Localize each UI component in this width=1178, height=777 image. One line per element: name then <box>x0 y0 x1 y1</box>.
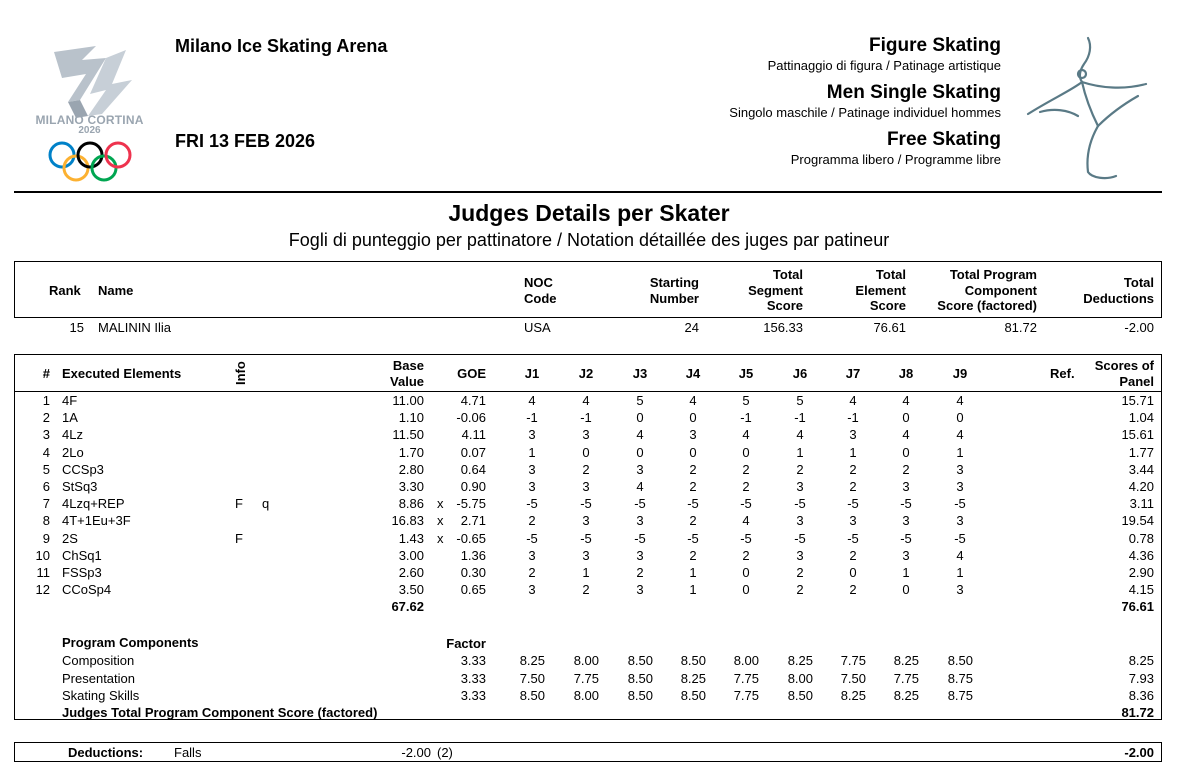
header-divider <box>14 191 1162 193</box>
skater-name: MALININ Ilia <box>98 320 171 335</box>
element-base-value: 2.60 <box>398 565 424 580</box>
judge-score: 2 <box>796 582 804 598</box>
judge-score: 3 <box>636 547 644 563</box>
judge-score: 1 <box>956 444 964 460</box>
judge-score: 3 <box>689 427 697 443</box>
element-panel-score: 4.36 <box>1128 547 1154 563</box>
judge-score: 3 <box>582 513 590 529</box>
element-bonus-mark: x <box>437 530 444 546</box>
component-name: Composition <box>62 653 135 668</box>
component-judge-score: 8.00 <box>787 670 813 686</box>
deductions-label: Deductions: <box>68 745 144 760</box>
element-base-value: 8.86 <box>398 496 424 512</box>
milano-cortina-logo <box>22 40 157 185</box>
judge-score: 2 <box>849 547 857 563</box>
base-header-line1: Base <box>392 358 424 373</box>
judge-header: J7 <box>845 366 861 381</box>
judge-score: -5 <box>687 496 699 512</box>
element-goe: 0.64 <box>460 461 486 477</box>
judge-score: -5 <box>740 530 752 546</box>
component-judge-score: 7.75 <box>733 670 759 686</box>
segment-title: Free Skating <box>886 129 1001 150</box>
judge-score: 4 <box>849 393 857 408</box>
judge-score: 4 <box>956 427 964 443</box>
judge-score: 1 <box>849 444 857 460</box>
judge-score: 4 <box>902 393 910 408</box>
judge-score: 2 <box>582 582 590 598</box>
document-title: Judges Details per Skater <box>448 200 730 226</box>
judge-score: -5 <box>794 530 806 546</box>
judge-score: 5 <box>742 393 750 408</box>
component-factor: 3.33 <box>460 653 486 668</box>
judge-score: -1 <box>526 410 538 426</box>
judge-header: J5 <box>738 366 754 381</box>
deductions-total: -2.00 <box>1124 745 1154 760</box>
panel-header-line1: Scores of <box>1094 358 1154 373</box>
judge-score: 2 <box>796 461 804 477</box>
element-goe: 0.90 <box>460 479 486 494</box>
component-judge-score: 8.00 <box>573 653 599 668</box>
judge-score: -5 <box>900 530 912 546</box>
deductions-header-line2: Deductions <box>1083 291 1154 306</box>
judge-score: 1 <box>582 565 590 580</box>
element-code: 4T+1Eu+3F <box>62 513 131 529</box>
judge-score: 2 <box>528 565 536 580</box>
element-goe: 4.71 <box>460 393 486 408</box>
elements-panel-total: 76.61 <box>1121 599 1154 614</box>
judge-score: 2 <box>742 479 750 494</box>
element-code: 2S <box>62 530 78 546</box>
element-code: 4F <box>62 393 78 408</box>
judge-score: 2 <box>582 461 590 477</box>
judge-score: 3 <box>636 513 644 529</box>
judge-score: 3 <box>582 479 590 494</box>
judge-score: 0 <box>902 582 910 598</box>
element-goe: -0.65 <box>456 530 486 546</box>
element-code: 1A <box>62 410 78 426</box>
base-header-line2: Value <box>390 374 424 389</box>
judge-score: -5 <box>526 530 538 546</box>
figure-skater-pictogram-icon <box>1020 30 1155 185</box>
judge-score: 3 <box>902 479 910 494</box>
element-info-secondary: q <box>262 496 270 512</box>
judge-score: 3 <box>528 427 536 443</box>
element-panel-score: 0.78 <box>1128 530 1154 546</box>
judge-score: -5 <box>900 496 912 512</box>
judge-score: 3 <box>956 513 964 529</box>
judge-score: 3 <box>636 582 644 598</box>
judge-score: 4 <box>582 393 590 408</box>
judge-score: -1 <box>740 410 752 426</box>
judge-score: 1 <box>689 565 697 580</box>
olympic-rings-icon <box>22 138 157 183</box>
component-judge-score: 8.75 <box>947 670 973 686</box>
judge-score: -5 <box>954 530 966 546</box>
element-number: 5 <box>42 461 50 477</box>
judge-score: 4 <box>956 393 964 408</box>
name-header: Name <box>98 283 134 298</box>
deduction-count: (2) <box>437 745 453 760</box>
judge-header: J6 <box>792 366 808 381</box>
element-panel-score: 19.54 <box>1121 513 1154 529</box>
element-base-value: 2.80 <box>398 461 424 477</box>
factor-header: Factor <box>446 636 486 651</box>
component-judge-score: 7.75 <box>893 670 919 686</box>
judge-header: J1 <box>524 366 540 381</box>
judge-score: 0 <box>689 410 697 426</box>
component-judge-score: 8.25 <box>680 670 706 686</box>
logo-year: 2026 <box>78 125 101 136</box>
element-number: 4 <box>42 444 50 460</box>
element-panel-score: 15.71 <box>1121 393 1154 408</box>
judge-score: 4 <box>636 427 644 443</box>
element-goe: -0.06 <box>456 410 486 426</box>
venue: Milano Ice Skating Arena <box>175 36 388 56</box>
judge-score: 2 <box>689 547 697 563</box>
element-code: CCoSp4 <box>62 582 112 598</box>
competition-date: FRI 13 FEB 2026 <box>175 131 316 151</box>
sport-subtitle: Pattinaggio di figura / Patinage artistique <box>767 58 1001 73</box>
component-panel-score: 8.36 <box>1128 688 1154 703</box>
skater-deductions: -2.00 <box>1124 320 1154 335</box>
olympic-ring <box>50 143 74 167</box>
judge-score: 4 <box>956 547 964 563</box>
element-panel-score: 4.15 <box>1128 582 1154 598</box>
element-header: Executed Elements <box>62 366 182 381</box>
component-judge-score: 8.50 <box>680 653 706 668</box>
element-number: 11 <box>36 565 50 580</box>
component-factor: 3.33 <box>460 670 486 686</box>
judge-score: -1 <box>794 410 806 426</box>
component-panel-score: 8.25 <box>1128 653 1154 668</box>
element-base-value: 3.00 <box>398 547 424 563</box>
pcs-header-line2: Component <box>964 283 1037 298</box>
olympic-ring <box>78 143 102 167</box>
component-judge-score: 8.50 <box>627 670 653 686</box>
components-total-label: Judges Total Program Component Score (factored) <box>62 705 378 720</box>
element-goe: 0.30 <box>460 565 486 580</box>
judge-score: 2 <box>796 565 804 580</box>
judge-score: 2 <box>849 582 857 598</box>
element-info: F <box>235 496 243 512</box>
judge-score: 2 <box>849 461 857 477</box>
judge-score: 3 <box>956 582 964 598</box>
judge-score: 2 <box>689 513 697 529</box>
judge-score: 5 <box>636 393 644 408</box>
skater-rank: 15 <box>69 320 84 335</box>
elements-base-total: 67.62 <box>391 599 424 614</box>
judge-score: 0 <box>742 582 750 598</box>
logo-text: MILANO CORTINA <box>35 113 144 127</box>
judge-header: J4 <box>685 366 701 381</box>
component-name: Skating Skills <box>62 688 140 703</box>
element-panel-score: 3.11 <box>1129 496 1154 512</box>
judge-score: 2 <box>742 461 750 477</box>
judge-score: 1 <box>902 565 910 580</box>
component-judge-score: 8.25 <box>787 653 813 668</box>
elements-header-rule <box>14 391 1162 392</box>
judge-score: 3 <box>796 479 804 494</box>
judge-score: 0 <box>742 444 750 460</box>
judge-score: 3 <box>582 547 590 563</box>
component-judge-score: 8.25 <box>840 688 866 703</box>
judge-score: 2 <box>689 479 697 494</box>
element-base-value: 1.43 <box>398 530 424 546</box>
judge-score: 0 <box>636 410 644 426</box>
judge-score: 4 <box>902 427 910 443</box>
judge-score: 3 <box>902 547 910 563</box>
judge-score: 3 <box>849 427 857 443</box>
judge-score: -5 <box>847 530 859 546</box>
element-code: ChSq1 <box>62 547 102 563</box>
element-bonus-mark: x <box>437 496 444 512</box>
judge-score: 4 <box>689 393 697 408</box>
tes-header-line3: Score <box>869 298 906 313</box>
judge-score: -5 <box>794 496 806 512</box>
start-header-line2: Number <box>649 291 699 306</box>
tss-header-line1: Total <box>772 267 803 282</box>
element-base-value: 16.83 <box>391 513 424 529</box>
element-code: FSSp3 <box>62 565 102 580</box>
judge-score: 0 <box>742 565 750 580</box>
document-subtitle: Fogli di punteggio per pattinatore / Notation détaillée des juges par patineur <box>288 230 890 250</box>
judge-score: 2 <box>742 547 750 563</box>
judge-score: -1 <box>847 410 859 426</box>
judge-score: -5 <box>634 530 646 546</box>
deductions-header-line1: Total <box>1123 275 1154 290</box>
component-judge-score: 8.50 <box>680 688 706 703</box>
element-number: 1 <box>42 393 50 408</box>
event-title: Men Single Skating <box>826 82 1001 103</box>
pcs-header-line3: Score (factored) <box>937 298 1037 313</box>
judge-score: 2 <box>849 479 857 494</box>
judge-score: -5 <box>580 530 592 546</box>
judge-score: 0 <box>902 444 910 460</box>
judge-score: 3 <box>796 547 804 563</box>
component-judge-score: 8.50 <box>627 688 653 703</box>
element-number: 10 <box>35 547 50 563</box>
judge-score: 1 <box>689 582 697 598</box>
element-number: 9 <box>42 530 50 546</box>
judge-score: 2 <box>902 461 910 477</box>
element-base-value: 11.00 <box>392 393 424 408</box>
judge-score: 0 <box>956 410 964 426</box>
element-goe: -5.75 <box>456 496 486 512</box>
element-goe: 1.36 <box>460 547 486 563</box>
element-panel-score: 15.61 <box>1121 427 1154 443</box>
sport-title: Figure Skating <box>869 35 1001 56</box>
judge-score: 3 <box>528 461 536 477</box>
num-header: # <box>42 366 50 381</box>
element-base-value: 3.30 <box>398 479 424 494</box>
element-number: 8 <box>42 513 50 529</box>
element-goe: 0.07 <box>460 444 486 460</box>
judge-score: 4 <box>796 427 804 443</box>
olympic-ring <box>64 156 88 180</box>
judge-score: 4 <box>636 479 644 494</box>
element-code: 4Lzq+REP <box>62 496 125 512</box>
component-name: Presentation <box>62 670 135 686</box>
ref-header: Ref. <box>1050 366 1075 381</box>
component-judge-score: 7.75 <box>733 688 759 703</box>
tes-header-line1: Total <box>875 267 906 282</box>
skater-segment-score: 156.33 <box>763 320 803 335</box>
component-judge-score: 7.50 <box>519 670 545 686</box>
component-panel-score: 7.93 <box>1128 670 1154 686</box>
info-header: Info <box>233 361 248 385</box>
element-panel-score: 3.44 <box>1128 461 1154 477</box>
noc-header-line2: Code <box>524 291 557 306</box>
judge-score: 4 <box>742 427 750 443</box>
judge-header: J9 <box>952 366 968 381</box>
component-judge-score: 7.75 <box>840 653 866 668</box>
tes-header-line2: Element <box>855 283 906 298</box>
judge-score: 2 <box>636 565 644 580</box>
skater-component-score: 81.72 <box>1004 320 1037 335</box>
component-judge-score: 8.50 <box>627 653 653 668</box>
judge-score: -5 <box>687 530 699 546</box>
component-judge-score: 8.25 <box>893 653 919 668</box>
judge-score: 0 <box>582 444 590 460</box>
judge-score: 3 <box>956 479 964 494</box>
element-number: 7 <box>42 496 50 512</box>
component-judge-score: 7.75 <box>573 670 599 686</box>
element-number: 2 <box>42 410 50 426</box>
judge-score: -5 <box>634 496 646 512</box>
element-code: StSq3 <box>62 479 98 494</box>
judge-score: 3 <box>528 582 536 598</box>
judge-score: 3 <box>902 513 910 529</box>
olympic-ring <box>92 156 116 180</box>
judge-score: 3 <box>528 547 536 563</box>
judge-score: -5 <box>847 496 859 512</box>
goe-header: GOE <box>457 366 486 381</box>
judge-score: -5 <box>740 496 752 512</box>
judge-header: J2 <box>578 366 594 381</box>
element-base-value: 3.50 <box>398 582 424 598</box>
segment-subtitle: Programma libero / Programme libre <box>790 152 1001 167</box>
judge-score: 5 <box>796 393 804 408</box>
rank-header: Rank <box>49 283 81 298</box>
element-info: F <box>235 530 243 546</box>
element-bonus-mark: x <box>437 513 444 529</box>
judge-score: 3 <box>849 513 857 529</box>
judge-score: 0 <box>849 565 857 580</box>
judge-score: 1 <box>796 444 804 460</box>
judge-score: 3 <box>582 427 590 443</box>
judge-score: -5 <box>954 496 966 512</box>
element-code: CCSp3 <box>62 461 104 477</box>
skater-start-number: 24 <box>684 320 699 335</box>
judge-score: 2 <box>528 513 536 529</box>
element-base-value: 1.10 <box>398 410 424 426</box>
judge-score: 3 <box>636 461 644 477</box>
judge-score: -1 <box>580 410 592 426</box>
skater-noc: USA <box>524 320 551 335</box>
judge-score: 3 <box>956 461 964 477</box>
element-base-value: 11.50 <box>392 427 424 443</box>
skater-element-score: 76.61 <box>873 320 906 335</box>
component-factor: 3.33 <box>460 688 486 703</box>
judge-score: 1 <box>956 565 964 580</box>
element-number: 12 <box>35 582 50 598</box>
noc-header-line1: NOC <box>524 275 553 290</box>
component-judge-score: 8.00 <box>733 653 759 668</box>
element-number: 6 <box>42 479 50 494</box>
component-judge-score: 8.50 <box>787 688 813 703</box>
judge-score: 1 <box>528 444 536 460</box>
start-header-line1: Starting <box>649 275 699 290</box>
judge-score: 0 <box>902 410 910 426</box>
judge-score: -5 <box>580 496 592 512</box>
element-number: 3 <box>42 427 50 443</box>
judge-score: 4 <box>742 513 750 529</box>
component-judge-score: 7.50 <box>840 670 866 686</box>
component-judge-score: 8.00 <box>573 688 599 703</box>
element-code: 2Lo <box>62 444 84 460</box>
judge-score: 2 <box>689 461 697 477</box>
judge-score: 0 <box>689 444 697 460</box>
tss-header-line2: Segment <box>748 283 803 298</box>
element-base-value: 1.70 <box>398 444 424 460</box>
element-panel-score: 4.20 <box>1128 479 1154 494</box>
deduction-value: -2.00 <box>401 745 431 760</box>
component-judge-score: 8.75 <box>947 688 973 703</box>
element-goe: 0.65 <box>460 582 486 598</box>
deduction-type: Falls <box>174 745 202 760</box>
element-goe: 4.11 <box>461 427 486 443</box>
component-judge-score: 8.50 <box>947 653 973 668</box>
tss-header-line3: Score <box>766 298 803 313</box>
judge-header: J8 <box>898 366 914 381</box>
judge-score: 4 <box>528 393 536 408</box>
element-code: 4Lz <box>62 427 83 443</box>
components-header: Program Components <box>62 635 199 650</box>
component-judge-score: 8.25 <box>893 688 919 703</box>
judge-score: 3 <box>528 479 536 494</box>
element-goe: 2.71 <box>460 513 486 529</box>
panel-header-line2: Panel <box>1119 374 1154 389</box>
element-panel-score: 1.77 <box>1128 444 1154 460</box>
element-panel-score: 2.90 <box>1128 565 1154 580</box>
judge-score: 0 <box>636 444 644 460</box>
event-subtitle: Singolo maschile / Patinage individuel hommes <box>729 105 1001 120</box>
judge-score: -5 <box>526 496 538 512</box>
pcs-header-line1: Total Program <box>949 267 1037 282</box>
component-judge-score: 8.50 <box>519 688 545 703</box>
element-panel-score: 1.04 <box>1128 410 1154 426</box>
olympic-ring <box>106 143 130 167</box>
component-judge-score: 8.25 <box>519 653 545 668</box>
judge-score: 3 <box>796 513 804 529</box>
components-total-value: 81.72 <box>1121 705 1154 720</box>
judge-header: J3 <box>632 366 648 381</box>
